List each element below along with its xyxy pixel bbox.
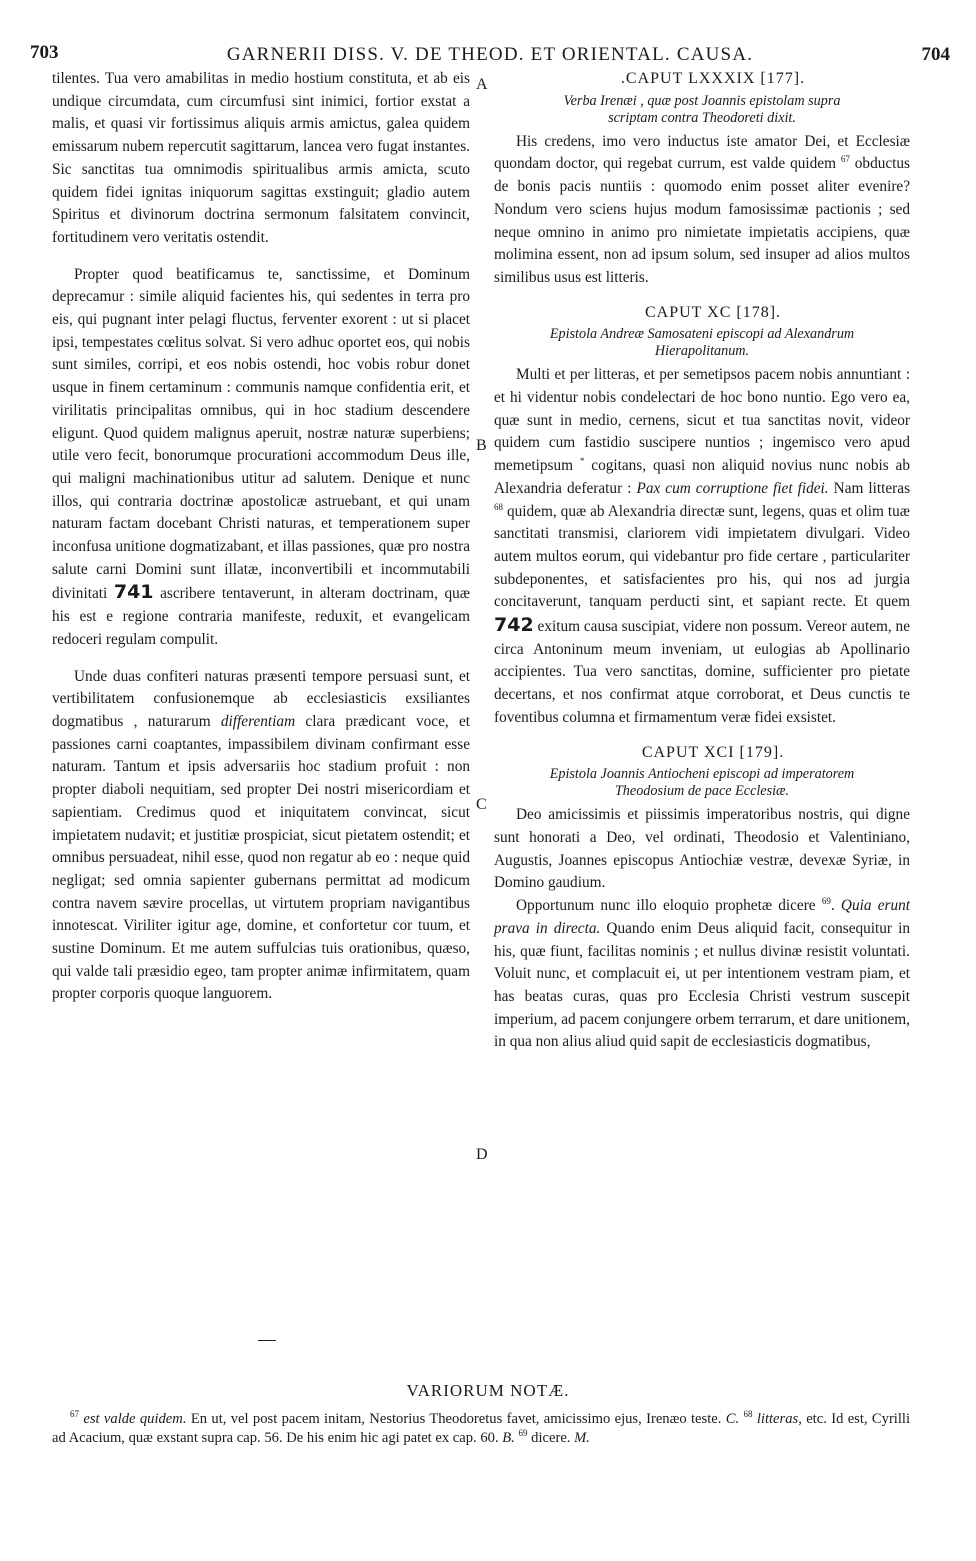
left-paragraph-1: tilentes. Tua vero amabilitas in medio hostium constituta, et ab eis undique circumdata, cum circumfusi sint inimici, fortior exstat a malis, et quasi vir fortissimus aliquis armis amictus, galea quidem emissarum nubem repercutit sagittarum, lancea vero fugat instantes. Sic sanctitas tua omnimodis spiritualibus armis amicta, scuto quidem fidei ignitas iniquorum sagittas exstinguit; gladio autem Spiritus et divinorum doctrina sermonum falsitatem convincit, fortitudinem vero veritatis ostendit. (52, 70, 470, 246)
left-paragraph-3-text-a: Unde duas confiteri naturas præsenti tempore persuasi sunt, et vertibilitatem confusionemque ab ecclesiasticis exsiliantes dogmatibus , naturarum (52, 667, 470, 730)
column-end-dash (258, 1340, 276, 1341)
note-ref-68: 68 (494, 501, 503, 512)
note-69-number: 69 (518, 1428, 528, 1439)
variorum-notes (52, 1410, 910, 1448)
note-68-signature: B. (502, 1430, 515, 1446)
caput-91-summary-line-2: Theodosium de pace Ecclesiæ. (614, 783, 790, 800)
caput-89-summary-line-1: Verba Irenæi , quæ post Joannis epistolam supra (563, 92, 841, 109)
caput-91-text-a: Opportunum nunc illo eloquio prophetæ dicere (516, 897, 816, 915)
note-ref-67: 67 (840, 154, 850, 165)
note-ref-69: 69 (821, 896, 831, 906)
notes-paragraph (52, 1410, 910, 1448)
left-column (52, 68, 470, 1006)
caput-90-text-e: exitum causa suscipiat, videre non possum. Vereor autem, ne circa Antoninum meum inveniam, ut eulogias ab Apollinario accipientes. Tua vero sanctitas, domine, sufficienter pro pietate decertans, et nos confirmat atque corroborat, et Deus cunctis te foventibus columna et firmamentum veræ fidei exsistet. (494, 618, 910, 726)
caput-91-paragraph-1: Deo amicissimis et piissimis imperatoribus nostris, qui digne sunt honorati a Deo, vel ordinati, Theodosio et Valentiniano, Augustis, Joannes episcopus Antiochiæ vestræ, devexæ Syriæ, in Domino gaudium. (494, 806, 910, 892)
right-column (494, 68, 910, 1054)
page-number-left: 703 (30, 42, 59, 63)
note-67-number: 67 (70, 1409, 79, 1420)
caput-90-quote: Pax cum corruptione fiet fidei. (636, 479, 829, 497)
caput-91-text-b: Quando enim Deus aliquid facit, consequitur in his, quæ fiunt, facilitas nominis ; et nullus divinæ resistit voluntati. Voluit nunc, et complacuit ei, ut per intentionem vestram piam, et has beatas curas, quas pro Ecclesia Christi vestrum suscepit imperium, ad pacem conjungere orbem terrarum, et dare unitionem, in qua non alius aliud quid sapit de ecclesiasticis dogmatibus, (494, 919, 910, 1051)
caput-91-paragraph-2: Opportunum nunc illo eloquio prophetæ dicere $^{69}$. Quia erunt prava in directa. Quando enim Deus aliquid facit, consequitur in his, quæ fiunt, facilitas nominis ; et nullus divinæ resistit voluntati. Voluit nunc, et complacuit ei, ut per intentionem vestram piam, et has beatas curas, quas pro Ecclesia Christi vestrum suscepit imperium, ad pacem conjungere orbem terrarum, et dare unitionem, in qua non alius aliud quid sapit de ecclesiasticis dogmatibus, (494, 896, 910, 1051)
left-paragraph-2 (52, 264, 470, 652)
caput-89-text-b: obductus de bonis pacis nuntiis : quomodo enim posset aliter evenire? Nondum vero sciens hujus modum famosissimæ pactionis ; sed neque omnino in animo pro nimietate impietatis accipiens, quæ molimina essent, non ad ipsum solum, sed insuper ad alios multos similibus usus est litteris. (494, 155, 911, 286)
caput-90-summary (494, 326, 910, 360)
margin-letter-a: A (476, 76, 488, 93)
caput-89-text (494, 131, 910, 290)
caput-90-text-b: cogitans, quasi non aliquid novius nunc nobis ab Alexandria deferatur : (494, 457, 910, 497)
caput-90-text-a: Multi et per litteras, et per semetipsos pacem nobis annuntiant : et hi videntur nobis condelectari de hoc bono nuntio. Ego vero ea, quæ sunt in medio, cernens, sicut et tua sanctitas novit, videor quidem cum fastidio suscipere nuntios ; ingemisco vero apud memetipsum (494, 366, 910, 475)
caput-90-text-c: Nam litteras (833, 479, 911, 497)
notes-title: VARIORUM NOTÆ. (406, 1381, 570, 1400)
caput-89-summary (494, 93, 910, 127)
caput-90-text-d: quidem, quæ ab Alexandria directæ sunt, legens, quas et olim tuæ sanctitati transmisi, clariorem vidi impietatem divulgari. Video autem multos eorum, qui videbantur pro fide certare , particulariter subdeponentes, et satisfacientes pro his, qui nos ad jurgia concitaverunt, tanquam perducti sint, et sapiant recte. Et quem (494, 502, 910, 611)
note-69-signature: M. (574, 1430, 590, 1446)
margin-letter-c: C (476, 796, 487, 813)
note-68-number: 68 (743, 1409, 753, 1420)
caput-90-heading: CAPUT XC [178]. (644, 303, 782, 321)
caput-91-summary (494, 766, 910, 800)
margin-letter-d: D (476, 1146, 488, 1163)
left-paragraph-3-text-b: clara prædicant voce, et passiones carni coaptantes, impassibilem divinam confirmant esse naturam. Tantum et ipsis adversariis hoc stadium profuit : non propter diaboli nequitiam, sed propter Dei nostri misericordiam et sapientiam. Credimus quod et iniquitatem convincat, sicut impietatem nudavit; et justitiæ prospiciat, sicut pietatem ostendit; et omnibus persuadeat, nihil esse, quod non regatur ab eo : neque quid negligat; sed omnia sapienter gubernans permittat ad modicum contra navem sævire procellas, ut virtutem propriam navigantibus innotescat. Viriliter igitur age, domine, et confortetur cor tuum, et sustine Dominum. Et me autem suffulcias tuis orationibus, quæso, qui valde tali præsidio egeo, tam propter animæ infirmitatem, quam propter corporis quoque languorem. (52, 712, 471, 1003)
left-paragraph-3-italic: differentiam (220, 712, 296, 730)
folio-number-742: 742 (494, 614, 534, 637)
running-header (30, 42, 950, 68)
caput-89-text-a: His credens, imo vero inductus iste amator Dei, et Ecclesiæ quondam doctor, qui regebat currum, est valde quidem (494, 132, 910, 173)
caput-91-summary-line-1: Epistola Joannis Antiocheni episcopi ad imperatorem (549, 766, 855, 783)
note-68-text: etc. Id est, Cyrilli ad Acacium, quæ exstant supra cap. 56. De his enim hic agi patet ex cap. 60. (52, 1411, 911, 1446)
left-paragraph-2-text-b: ascribere tentaverunt, in alteram doctrinam, quæ his est e regione contraria manifeste, reduxit, et evangelicam redoceri regulam compulit. (52, 585, 470, 648)
caput-91-quote: Quia erunt prava in directa. (494, 897, 910, 937)
caput-90-text (494, 364, 910, 729)
note-69-text: dicere. (531, 1430, 571, 1446)
note-68-lemma: litteras, (756, 1411, 802, 1427)
caput-89-heading: .CAPUT LXXXIX [177]. (620, 70, 806, 87)
caput-91-heading: CAPUT XCI [179]. (641, 743, 785, 761)
folio-number-741: 741 (113, 581, 154, 604)
note-67-text: En ut, vel post pacem initam, Nestorius Theodoretus favet, amicissimo ejus, Irenæo teste. (190, 1411, 722, 1427)
running-title: GARNERII DISS. V. DE THEOD. ET ORIENTAL. CAUSA. (226, 44, 754, 65)
note-67-signature: C. (725, 1411, 740, 1427)
note-67-lemma: est valde quidem. (83, 1411, 187, 1427)
margin-letter-b: B (476, 437, 487, 454)
caput-89-summary-line-2: scriptam contra Theodoreti dixit. (608, 109, 796, 126)
left-paragraph-3 (52, 666, 470, 1007)
page-number-right: 704 (921, 44, 950, 65)
left-paragraph-2-text-a: Propter quod beatificamus te, sanctissime, et Dominum deprecamur : simile aliquid facientes his, qui sedentes in terra pro eis, qui pugnant inter pelagi fluctus, ferventer exorent : ut si placet ipsi, tempestates cœlitus solvat. Si vero adhuc oportet eos, qui nobis sunt similes, corripi, et eos nobis ostendi, hoc vobis robur donet usque in finem certaminum : communis namque confidentia erit, et virilitatis principalitas omnibus, qui in hoc stadium descendere eligunt. Quod quidem malignus aperuit, nostræ naturæ superbiens; utile vero fecit, bonorumque procurationi accommodum Deus ille, qui maligni machinationibus utitur ad salutem. Denique et nunc illos, qui contraria doctrinæ apostolicæ astruebant, et qui unam naturam factam docebant Christi naturas, et temperationem super inconfusa unitione dogmatizabant, et illas passiones, quæ pro nostra salute carni Domini sunt illatæ, inconvertibili et incommutabili divinitati (52, 265, 470, 603)
caput-90-summary-line-2: Hierapolitanum. (654, 343, 750, 360)
caput-90-summary-line-1: Epistola Andreæ Samosateni episcopi ad Alexandrum (549, 326, 855, 343)
asterisk-mark: * (579, 456, 585, 467)
